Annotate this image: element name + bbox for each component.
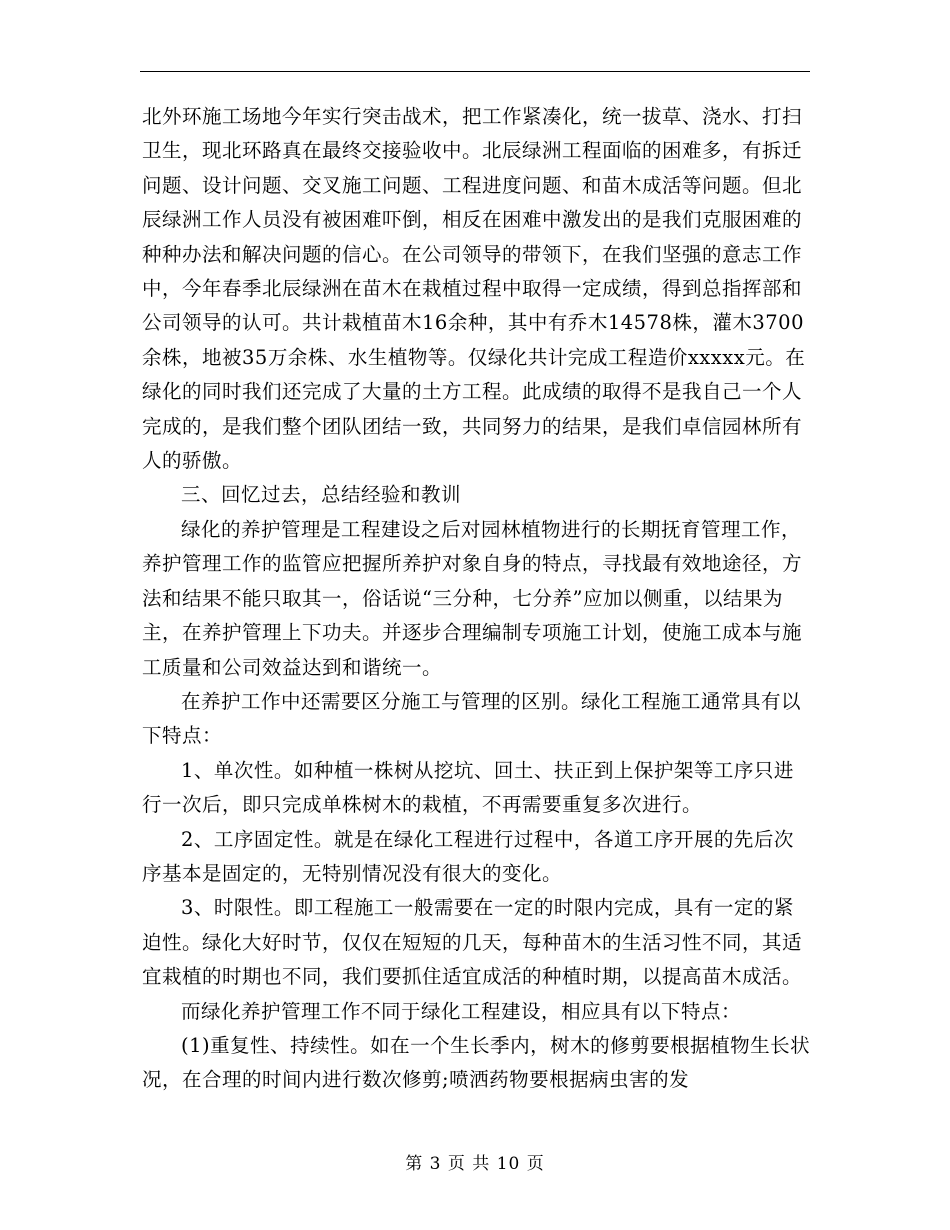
page-number: 第 3 页 共 10 页 (405, 1154, 545, 1174)
list-item-fixed-sequence: 2、工序固定性。就是在绿化工程进行过程中，各道工序开展的先后次序基本是固定的，无特别情况没有很大的变化。 (142, 827, 794, 885)
document-body (142, 100, 812, 1098)
section-heading-review: 三、回忆过去，总结经验和教训 (181, 483, 462, 507)
list-item-repetitive: (1)重复性、持续性。如在一个生长季内，树木的修剪要根据植物生长状况，在合理的时间内进行数次修剪;喷洒药物要根据病虫害的发 (142, 1033, 811, 1092)
paragraph-maintenance-management: 绿化的养护管理是工程建设之后对园林植物进行的长期抚育管理工作，养护管理工作的监管应把握所养护对象自身的特点，寻找最有效地途径，方法和结果不能只取其一，俗话说“三分种，七分养”应加以侧重，以结果为主，在养护管理上下功夫。并逐步合理编制专项施工计划，使施工成本与施工质量和公司效益达到和谐统一。 (142, 517, 803, 679)
list-item-single-time: 1、单次性。如种植一株树从挖坑、回土、扶正到上保护架等工序只进行一次后，即只完成单株树木的栽植，不再需要重复多次进行。 (142, 758, 794, 817)
paragraph-project-results: 北外环施工场地今年实行突击战术，把工作紧凑化，统一拔草、浇水、打扫卫生，现北环路真在最终交接验收中。北辰绿洲工程面临的困难多，有拆迁问题、设计问题、交叉施工问题、工程进度问题、和苗木成活等问题。但北辰绿洲工作人员没有被困难吓倒，相反在困难中激发出的是我们克服困难的种种办法和解决问题的信心。在公司领导的带领下，在我们坚强的意志工作中，今年春季北辰绿洲在苗木在栽植过程中取得一定成绩，得到总指挥部和公司领导的认可。共计栽植苗木16余种，其中有乔木14578株，灌木3700余株，地被35万余株、水生植物等。仅绿化共计完成工程造价xxxxx元。在绿化的同时我们还完成了大量的土方工程。此成绩的取得不是我自己一个人完成的，是我们整个团队团结一致，共同努力的结果，是我们卓信园林所有人的骄傲。 (142, 105, 806, 473)
paragraph-maintenance-features: 而绿化养护管理工作不同于绿化工程建设，相应具有以下特点： (181, 999, 742, 1023)
paragraph-construction-vs-management: 在养护工作中还需要区分施工与管理的区别。绿化工程施工通常具有以下特点： (142, 689, 802, 748)
header-rule (140, 71, 810, 72)
list-item-time-limit: 3、时限性。即工程施工一般需要在一定的时限内完成，具有一定的紧迫性。绿化大好时节，仅仅在短短的几天，每种苗木的生活习性不同，其适宜栽植的时期也不同，我们要抓住适宜成活的种植时期，以提高苗木成活。 (142, 896, 803, 989)
